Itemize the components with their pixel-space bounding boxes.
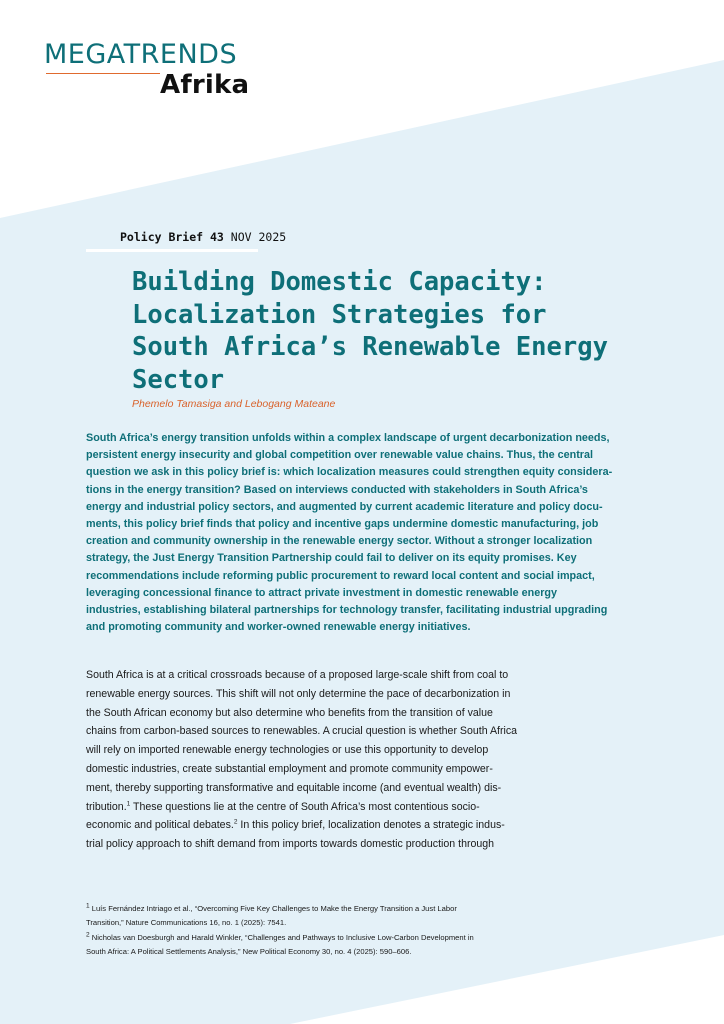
policy-brief-label: [120, 230, 286, 244]
footnote-number: 2: [86, 931, 90, 939]
body-text-fragment: economic and political debates.: [86, 819, 234, 832]
body-line: [86, 816, 556, 835]
body-paragraph: [86, 666, 556, 854]
footnote-text: Luís Fernández Intriago et al., “Overcoming Five Key Challenges to Make the Energy Transition a Just Labor: [89, 904, 457, 913]
abstract-line: and promoting community and worker-owned renewable energy initiatives.: [86, 621, 471, 634]
body-line: will rely on imported renewable energy technologies or use this opportunity to develop: [86, 744, 489, 757]
abstract-line: ments, this policy brief finds that policy and incentive gaps undermine domestic manufacturing, job: [86, 518, 599, 531]
body-text-fragment: In this policy brief, localization denotes a strategic indus-: [237, 819, 505, 832]
footnote-text: Nicholas van Doesburgh and Harald Winkler, “Challenges and Pathways to Inclusive Low-Carbon Development in: [89, 932, 474, 942]
footnote-ref-2[interactable]: 2: [233, 818, 238, 826]
abstract: [86, 430, 642, 636]
body-line: [86, 798, 556, 817]
page-title: [132, 266, 692, 396]
body-text-fragment: These questions lie at the centre of South Africa’s most contentious socio-: [130, 800, 480, 813]
publication-date: NOV 2025: [230, 230, 287, 244]
footnote-ref-1[interactable]: 1: [126, 800, 131, 808]
footnote-number: 1: [86, 902, 90, 910]
abstract-line: creation and community ownership in the renewable energy sector. Without a stronger localization: [86, 535, 593, 548]
megatrends-afrika-logo: [44, 39, 250, 100]
label-underline: [86, 249, 258, 252]
title-line: Localization Strategies for: [132, 299, 547, 330]
title-line: Sector: [132, 364, 225, 395]
body-text-fragment: tribution.: [86, 800, 127, 813]
body-line: renewable energy sources. This shift will not only determine the pace of decarbonization in: [86, 687, 511, 700]
title-line: South Africa’s Renewable Energy: [132, 332, 608, 362]
body-line: domestic industries, create substantial employment and promote community empower-: [86, 762, 493, 775]
authors: Phemelo Tamasiga and Lebogang Mateane: [132, 398, 336, 410]
footnote-text: South Africa: A Political Settlements Analysis,” New Political Economy 30, no. 4 (2025): 590–606.: [86, 947, 412, 957]
logo-top-text: MEGATRENDS: [44, 39, 238, 70]
abstract-line: industries, establishing bilateral partnerships for technology transfer, facilitating industrial upgrading: [86, 604, 608, 617]
abstract-line: tions in the energy transition? Based on interviews conducted with stakeholders in South Africa’s: [86, 483, 588, 496]
abstract-line: strategy, the Just Energy Transition Partnership could fail to deliver on its equity promises. Key: [86, 552, 577, 565]
footnotes: [86, 902, 556, 960]
abstract-line: question we ask in this policy brief is: which localization measures could strengthen equity considera-: [86, 466, 613, 479]
abstract-line: leveraging concessional finance to attract private investment in domestic renewable energy: [86, 586, 558, 599]
footnote-text: Transition,” Nature Communications 16, no. 1 (2025): 7541.: [86, 918, 287, 928]
body-line: ment, thereby supporting transformative and equitable income (and eventual wealth) dis-: [86, 781, 502, 794]
logo-bottom-text: Afrika: [160, 70, 250, 100]
title-line: Building Domestic Capacity:: [132, 267, 547, 297]
body-line: chains from carbon-based sources to renewables. A crucial question is whether South Africa: [86, 725, 518, 738]
logo-rule: [46, 73, 160, 74]
abstract-line: recommendations include reforming public procurement to reward local content and social impact,: [86, 569, 595, 582]
abstract-line: persistent energy insecurity and global competition over renewable value chains. Thus, the central: [86, 449, 593, 462]
footnote-2: [86, 931, 556, 960]
body-line: trial policy approach to shift demand from imports towards domestic production through: [86, 838, 495, 851]
body-line: South Africa is at a critical crossroads because of a proposed large-scale shift from coal to: [86, 669, 509, 681]
abstract-line: energy and industrial policy sectors, and augmented by current academic literature and policy docu-: [86, 500, 603, 513]
series-number: Policy Brief 43: [120, 230, 224, 244]
abstract-line: South Africa’s energy transition unfolds within a complex landscape of urgent decarbonization needs,: [86, 432, 610, 444]
footnote-1: [86, 902, 556, 931]
body-line: the South African economy but also determine who benefits from the transition of value: [86, 706, 493, 719]
